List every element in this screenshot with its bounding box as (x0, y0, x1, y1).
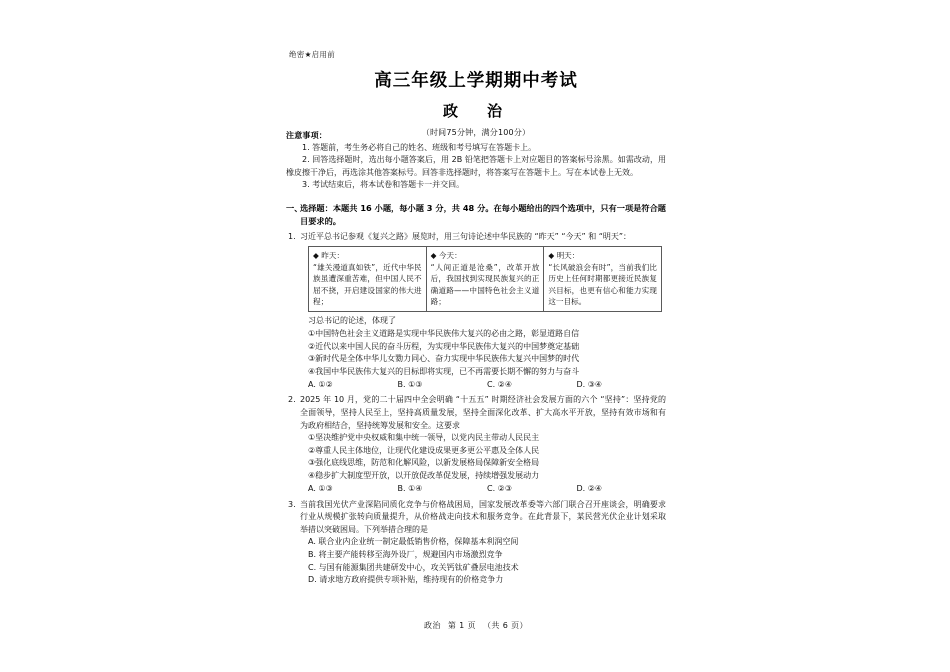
answer-option-d[interactable]: D. ②④ (576, 483, 603, 493)
page-footer (286, 620, 666, 631)
question-statement: ①中国特色社会主义道路是实现中华民族伟大复兴的必由之路，彰显道路自信 (308, 329, 580, 339)
question-stem-text: 2025 年 10 月，党的二十届四中全会明确 “十五五” 时期经济社会发展方面的六个 “坚持”：坚持党的全面领导，坚持人民至上，坚持高质量发展，坚持全面深化改革、扩大高水平开放，坚持有效市场和有为政府相结合，坚持统筹发展和安全。这要求 (300, 395, 666, 430)
notice-label: 注意事项： (286, 130, 327, 140)
answer-option-a[interactable]: A. ①② (308, 379, 333, 389)
secrecy-notice: 绝密★启用前 (289, 50, 336, 59)
question-stem (286, 499, 666, 537)
subject-title: 政 治 (442, 101, 509, 120)
section-marker: 一、 (286, 203, 303, 214)
section-heading-text: 选择题：本题共 16 小题，每小题 3 分，共 48 分。在每小题给出的四个选项中，只有一项是符合题目要求的。 (300, 203, 666, 227)
question-number: 2. (288, 395, 296, 405)
cell-lead: ◆ 昨天： (313, 251, 345, 261)
answer-option-c[interactable]: C. 与国有能源集团共建研发中心，攻关钙钛矿叠层电池技术 (308, 562, 519, 572)
answer-option-b[interactable]: B. ①③ (397, 379, 423, 389)
answer-option-d[interactable]: D. ③④ (576, 379, 603, 389)
question-stem-text: 当前我国光伏产业深陷同质化竞争与价格战困局，国家发展改革委等六部门联合召开座谈会，明确要求行业从规模扩张转向质量提升，从价格战走向技术和服务竞争。在此背景下，某民营光伏企业计划采取举措以突破困局。下列举措合理的是 (300, 499, 666, 534)
notice-item: 3. 考试结束后，将本试卷和答题卡一并交回。 (302, 180, 465, 190)
question-number: 3. (288, 499, 296, 509)
cell-text: “长风破浪会有时”，当前我们比历史上任何时期都更接近民族复兴目标，也更有信心和能力实现这一目标。 (548, 262, 657, 307)
cell-text: “雄关漫道真如铁”，近代中华民族虽遭深重苦难，但中国人民不屈不挠，开启建设国家的伟大进程； (313, 262, 422, 307)
answer-option-a[interactable]: A. ①③ (308, 483, 333, 493)
table-cell-today (426, 247, 544, 312)
table-cell-tomorrow (544, 247, 662, 312)
question-number: 1. (288, 231, 296, 241)
question-statement: ③强化底线思维，防范和化解风险，以新发展格局保障新安全格局 (308, 458, 540, 468)
cell-lead: ◆ 今天： (430, 251, 462, 261)
footer-page-number: 第 1 页 (447, 621, 476, 630)
page-title: 高三年级上学期期中考试 (374, 71, 578, 91)
answer-option-a[interactable]: A. 联合业内企业统一制定最低销售价格，保障基本利润空间 (308, 537, 519, 547)
section-heading (286, 202, 666, 227)
question-statement: ④稳步扩大制度型开放，以开放促改革促发展，持续增强发展动力 (308, 471, 540, 481)
question-stem (286, 394, 666, 432)
question-stem (286, 231, 666, 244)
footer-subject: 政治 (424, 621, 441, 630)
material-table (308, 246, 662, 312)
answer-option-b[interactable]: B. ①④ (397, 483, 423, 493)
question-statement: ④我国中华民族伟大复兴的目标即将实现，已不再需要长期不懈的努力与奋斗 (308, 366, 580, 376)
question-lead-in: 习总书记的论述，体现了 (308, 316, 396, 326)
question-statement: ③新时代是全体中华儿女勠力同心、奋力实现中华民族伟大复兴中国梦的时代 (308, 354, 580, 364)
question-statement: ②尊重人民主体地位，让现代化建设成果更多更公平惠及全体人民 (308, 445, 540, 455)
footer-total-pages: （共 6 页） (482, 621, 528, 630)
answer-option-c[interactable]: C. ②④ (487, 379, 513, 389)
exam-duration-score: （时间75分钟，满分100分） (421, 127, 531, 137)
answer-option-row (286, 483, 666, 496)
question-item (286, 231, 666, 392)
cell-text: “人间正道是沧桑”，改革开放后，我国找到实现民族复兴的正确道路——中国特色社会主义道路； (430, 262, 540, 307)
question-statement: ②近代以来中国人民的奋斗历程，为实现中华民族伟大复兴的中国梦奠定基础 (308, 341, 580, 351)
paper-content (286, 50, 666, 587)
notice-item: 2. 回答选择题时，选出每小题答案后，用 2B 铅笔把答题卡上对应题目的答案标号涂黑。如需改动，用橡皮擦干净后，再选涂其他答案标号。回答非选择题时，将答案写在答题卡上。写在本试卷上无效。 (286, 155, 666, 177)
question-item (286, 499, 666, 587)
cell-lead: ◆ 明天： (548, 251, 580, 261)
question-statement: ①坚决维护党中央权威和集中统一领导，以党内民主带动人民民主 (308, 433, 540, 443)
answer-option-c[interactable]: C. ②③ (487, 483, 513, 493)
question-stem-text: 习近平总书记参观《复兴之路》展览时，用三句诗论述中华民族的 “昨天” “今天” 和 “明天”： (300, 231, 632, 241)
notice-item: 1. 答题前，考生务必将自己的姓名、班级和考号填写在答题卡上。 (302, 142, 537, 152)
answer-option-row (286, 379, 666, 392)
answer-option-d[interactable]: D. 请求地方政府提供专项补贴，维持现有的价格竞争力 (308, 575, 504, 585)
answer-option-b[interactable]: B. 将主要产能转移至海外设厂，规避国内市场激烈竞争 (308, 550, 503, 560)
table-row (309, 247, 662, 312)
notice-block (286, 130, 666, 192)
question-item (286, 394, 666, 495)
table-cell-yesterday (309, 247, 427, 312)
